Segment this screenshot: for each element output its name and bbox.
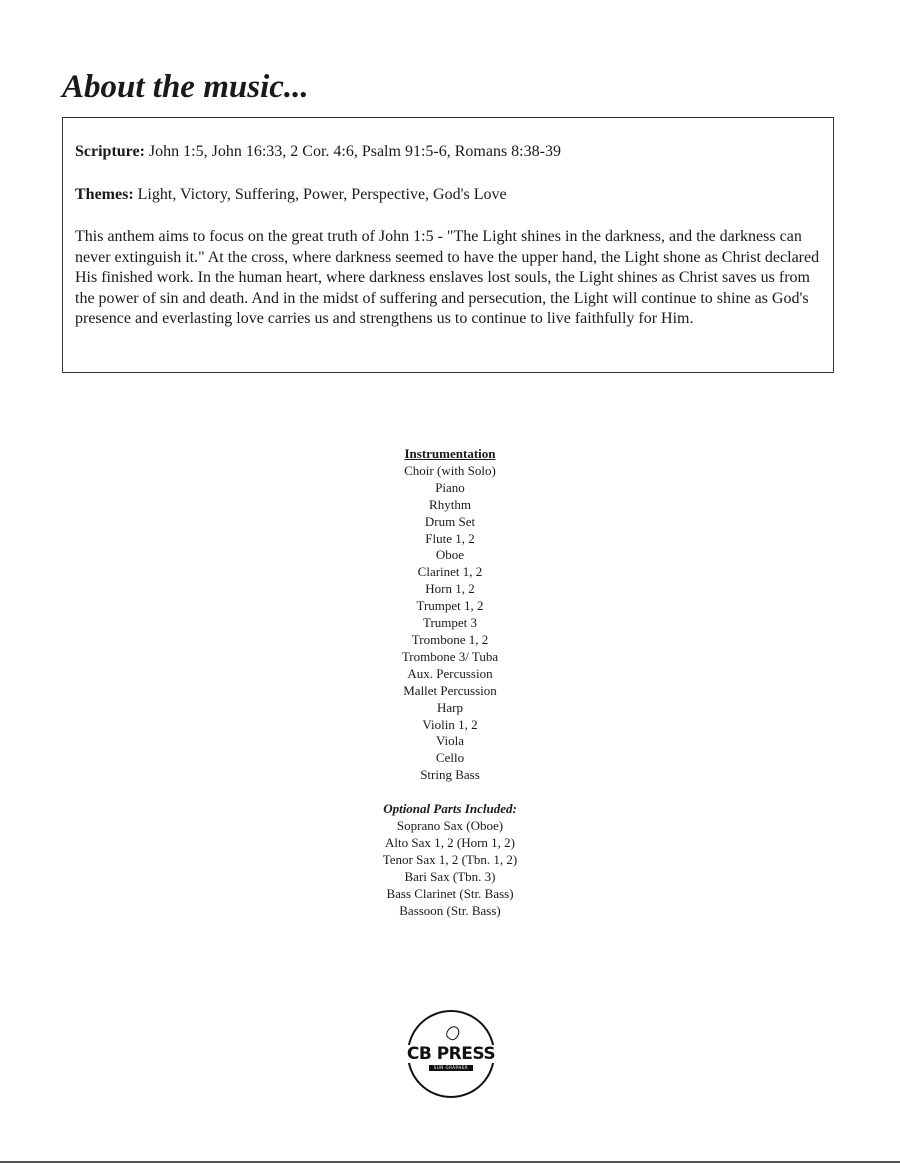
instrumentation-heading: Instrumentation	[404, 446, 496, 461]
instrument-item: Trumpet 1, 2	[416, 598, 484, 614]
optional-part-item: Soprano Sax (Oboe)	[396, 818, 504, 834]
instrumentation-list	[0, 446, 900, 919]
logo-mark-icon	[444, 1024, 462, 1042]
instrument-item: Harp	[437, 699, 463, 715]
optional-items	[0, 818, 900, 919]
themes-text: Light, Victory, Suffering, Power, Perspective, God's Love	[133, 185, 507, 203]
instrument-item: Trumpet 3	[422, 615, 478, 631]
instrument-item: Choir (with Solo)	[404, 462, 496, 478]
description-text: This anthem aims to focus on the great truth of John 1:5 - "The Light shines in the darkness, and the darkness can never extinguish it." At the cross, where darkness seemed to have the upper hand, the Light shone as Christ declared His finished work. In the human heart, where darkness enslaves lost souls, the Light shines as Christ saves us from the power of sin and death. And in the midst of suffering and persecution, the Light will continue to shine as God's presence and everlasting love carries us and strengthens us to continue to live faithfully for Him.	[75, 228, 820, 327]
scripture-text: John 1:5, John 16:33, 2 Cor. 4:6, Psalm 91:5-6, Romans 8:38-39	[144, 143, 561, 160]
instrument-items	[0, 463, 900, 784]
optional-part-item: Tenor Sax 1, 2 (Tbn. 1, 2)	[382, 851, 518, 867]
instrument-item: Violin 1, 2	[422, 716, 478, 732]
logo-name: CB PRESS	[406, 1044, 496, 1064]
instrument-item: Drum Set	[424, 513, 476, 529]
instrument-item: Viola	[435, 733, 465, 749]
instrument-item: Mallet Percussion	[403, 682, 497, 698]
optional-part-item: Bassoon (Str. Bass)	[399, 902, 501, 918]
instrument-item: Horn 1, 2	[425, 581, 475, 597]
optional-part-item: Bari Sax (Tbn. 3)	[404, 868, 496, 884]
instrument-item: Flute 1, 2	[425, 530, 475, 546]
instrument-item: Piano	[435, 479, 465, 495]
instrument-item: Aux. Percussion	[407, 665, 493, 681]
cb-press-logo	[407, 1010, 495, 1098]
optional-parts-heading: Optional Parts Included:	[383, 801, 517, 817]
instrument-item: Oboe	[435, 547, 465, 563]
instrument-item: Trombone 1, 2	[411, 631, 489, 647]
instrument-item: Clarinet 1, 2	[417, 564, 483, 580]
optional-part-item: Alto Sax 1, 2 (Horn 1, 2)	[385, 834, 515, 850]
optional-part-item: Bass Clarinet (Str. Bass)	[386, 885, 514, 901]
about-box	[62, 117, 834, 373]
logo-subtitle: SUN GRAPHER	[429, 1065, 473, 1071]
instrument-item: Rhythm	[429, 496, 471, 512]
themes-line	[75, 185, 821, 206]
themes-label: Themes:	[75, 185, 134, 203]
scripture-label: Scripture:	[75, 143, 145, 160]
instrument-item: String Bass	[420, 767, 480, 783]
instrument-item: Trombone 3/ Tuba	[401, 648, 499, 664]
bottom-divider	[0, 1161, 900, 1163]
instrument-item: Cello	[435, 750, 465, 766]
page-title: About the music...	[62, 69, 309, 105]
scripture-line	[75, 142, 821, 163]
